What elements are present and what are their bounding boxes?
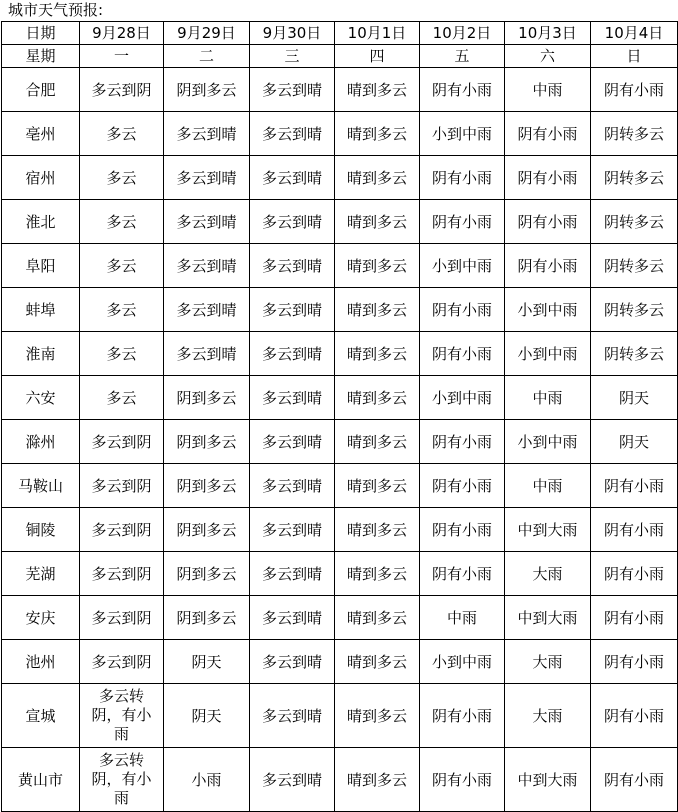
forecast-cell: 多云到晴: [250, 508, 335, 552]
forecast-cell: 晴到多云: [335, 376, 420, 420]
table-row: [2, 200, 678, 244]
forecast-cell: 晴到多云: [335, 596, 420, 640]
forecast-cell: 多云到阴: [80, 420, 164, 464]
table-row: [2, 288, 678, 332]
forecast-cell: 阴到多云: [164, 420, 250, 464]
forecast-cell: 多云: [80, 156, 164, 200]
forecast-cell: [80, 684, 164, 748]
forecast-cell: 多云到晴: [250, 244, 335, 288]
forecast-cell: 多云到晴: [250, 68, 335, 112]
forecast-cell: 中雨: [505, 68, 591, 112]
forecast-cell: 阴天: [164, 640, 250, 684]
forecast-cell: 阴有小雨: [591, 640, 678, 684]
forecast-table: [1, 21, 678, 812]
forecast-cell: 小到中雨: [505, 288, 591, 332]
forecast-cell: 多云到晴: [250, 464, 335, 508]
city-name: 宣城: [2, 684, 80, 748]
header-weekday: 日: [591, 45, 678, 68]
forecast-cell: 多云到晴: [250, 200, 335, 244]
forecast-cell: 阴有小雨: [420, 552, 505, 596]
table-row: [2, 748, 678, 812]
forecast-cell: 阴转多云: [591, 112, 678, 156]
forecast-cell: 阴有小雨: [420, 684, 505, 748]
city-name: 淮北: [2, 200, 80, 244]
forecast-cell: 多云: [80, 200, 164, 244]
table-row: [2, 508, 678, 552]
forecast-cell: 阴有小雨: [420, 420, 505, 464]
forecast-cell: 晴到多云: [335, 200, 420, 244]
forecast-cell: 多云: [80, 332, 164, 376]
forecast-cell: 多云到阴: [80, 464, 164, 508]
forecast-cell: 多云: [80, 376, 164, 420]
forecast-cell: 大雨: [505, 552, 591, 596]
city-name: 阜阳: [2, 244, 80, 288]
forecast-cell: 阴到多云: [164, 68, 250, 112]
forecast-cell-text: 多云转阴，有小雨: [91, 687, 152, 743]
forecast-cell: 阴有小雨: [591, 508, 678, 552]
table-row: [2, 464, 678, 508]
forecast-cell: 阴有小雨: [420, 288, 505, 332]
page-title: 城市天气预报:: [8, 1, 104, 19]
forecast-cell: 多云到晴: [250, 596, 335, 640]
header-weekday: 五: [420, 45, 505, 68]
table-row: [2, 244, 678, 288]
forecast-cell: 小到中雨: [420, 112, 505, 156]
city-name: 亳州: [2, 112, 80, 156]
table-row: [2, 640, 678, 684]
forecast-cell: 多云到晴: [164, 200, 250, 244]
forecast-cell: 阴有小雨: [591, 684, 678, 748]
forecast-cell: 多云到晴: [164, 244, 250, 288]
header-row-weekdays: [2, 45, 678, 68]
forecast-cell: 中雨: [420, 596, 505, 640]
table-row: [2, 332, 678, 376]
forecast-cell: 多云到晴: [164, 332, 250, 376]
forecast-cell: 阴有小雨: [591, 552, 678, 596]
header-weekday: 六: [505, 45, 591, 68]
forecast-cell: 多云到晴: [250, 376, 335, 420]
table-row: [2, 156, 678, 200]
forecast-cell: 阴有小雨: [505, 156, 591, 200]
forecast-cell: 晴到多云: [335, 464, 420, 508]
forecast-cell: 多云: [80, 244, 164, 288]
forecast-cell: 中雨: [505, 376, 591, 420]
forecast-cell: 多云到晴: [164, 112, 250, 156]
forecast-table-body: [2, 22, 678, 812]
header-weekday: 一: [80, 45, 164, 68]
forecast-cell: 小到中雨: [420, 244, 505, 288]
forecast-cell-text: 多云转阴，有小雨: [91, 751, 152, 807]
header-weekday-label: 星期: [2, 45, 80, 68]
table-row: [2, 112, 678, 156]
city-name: 蚌埠: [2, 288, 80, 332]
forecast-cell: 多云到晴: [250, 420, 335, 464]
forecast-cell: 阴有小雨: [420, 748, 505, 812]
forecast-cell: 阴转多云: [591, 332, 678, 376]
forecast-cell: 晴到多云: [335, 244, 420, 288]
header-date: 9月30日: [250, 22, 335, 45]
forecast-cell: 小到中雨: [420, 376, 505, 420]
forecast-cell: 多云到晴: [250, 684, 335, 748]
forecast-cell: 阴有小雨: [420, 68, 505, 112]
forecast-cell: 晴到多云: [335, 640, 420, 684]
forecast-cell: 阴有小雨: [591, 596, 678, 640]
forecast-cell: 多云到阴: [80, 640, 164, 684]
forecast-cell: 晴到多云: [335, 332, 420, 376]
city-name: 淮南: [2, 332, 80, 376]
table-row: [2, 596, 678, 640]
city-name: 黄山市: [2, 748, 80, 812]
forecast-cell: 阴有小雨: [505, 244, 591, 288]
city-name: 铜陵: [2, 508, 80, 552]
forecast-cell: 中到大雨: [505, 596, 591, 640]
forecast-cell: 多云到阴: [80, 596, 164, 640]
city-name: 芜湖: [2, 552, 80, 596]
forecast-cell: 阴有小雨: [591, 464, 678, 508]
forecast-cell: 多云到阴: [80, 508, 164, 552]
forecast-cell: 晴到多云: [335, 748, 420, 812]
forecast-cell: 晴到多云: [335, 112, 420, 156]
city-name: 马鞍山: [2, 464, 80, 508]
header-date: 10月1日: [335, 22, 420, 45]
header-row-dates: [2, 22, 678, 45]
forecast-cell: 阴有小雨: [420, 156, 505, 200]
forecast-cell: 多云到阴: [80, 552, 164, 596]
forecast-cell: 小到中雨: [505, 332, 591, 376]
forecast-cell: 多云: [80, 288, 164, 332]
forecast-cell: 阴有小雨: [505, 200, 591, 244]
forecast-cell: 多云: [80, 112, 164, 156]
header-dates-label: 日期: [2, 22, 80, 45]
header-date: 9月28日: [80, 22, 164, 45]
forecast-cell: 中到大雨: [505, 748, 591, 812]
forecast-cell: 阴有小雨: [420, 332, 505, 376]
forecast-cell: 阴有小雨: [591, 748, 678, 812]
forecast-cell: 阴天: [591, 376, 678, 420]
header-weekday: 三: [250, 45, 335, 68]
forecast-cell: 小到中雨: [420, 640, 505, 684]
table-row: [2, 684, 678, 748]
forecast-cell: 阴到多云: [164, 464, 250, 508]
forecast-cell: 阴到多云: [164, 376, 250, 420]
header-date: 9月29日: [164, 22, 250, 45]
forecast-cell: 阴天: [591, 420, 678, 464]
forecast-cell: 多云到晴: [164, 288, 250, 332]
header-date: 10月2日: [420, 22, 505, 45]
forecast-cell: 阴有小雨: [505, 112, 591, 156]
forecast-cell: 阴转多云: [591, 244, 678, 288]
table-row: [2, 552, 678, 596]
forecast-cell: 大雨: [505, 684, 591, 748]
forecast-cell: 多云到晴: [250, 640, 335, 684]
city-name: 宿州: [2, 156, 80, 200]
forecast-cell: 多云到晴: [250, 748, 335, 812]
forecast-cell: 多云到晴: [250, 156, 335, 200]
city-name: 六安: [2, 376, 80, 420]
header-date: 10月3日: [505, 22, 591, 45]
table-row: [2, 68, 678, 112]
forecast-cell: 阴有小雨: [591, 68, 678, 112]
forecast-cell: 大雨: [505, 640, 591, 684]
forecast-cell: 阴有小雨: [420, 464, 505, 508]
city-name: 池州: [2, 640, 80, 684]
forecast-cell: 多云到晴: [164, 156, 250, 200]
forecast-cell: 晴到多云: [335, 684, 420, 748]
forecast-cell: 晴到多云: [335, 288, 420, 332]
table-row: [2, 420, 678, 464]
forecast-cell: 多云到晴: [250, 288, 335, 332]
header-date: 10月4日: [591, 22, 678, 45]
city-name: 滁州: [2, 420, 80, 464]
table-row: [2, 376, 678, 420]
forecast-cell: 阴到多云: [164, 552, 250, 596]
forecast-cell: 小雨: [164, 748, 250, 812]
city-name: 安庆: [2, 596, 80, 640]
forecast-cell: 多云到晴: [250, 552, 335, 596]
forecast-cell: 阴天: [164, 684, 250, 748]
forecast-cell: 多云到阴: [80, 68, 164, 112]
forecast-cell: 晴到多云: [335, 68, 420, 112]
forecast-cell: 阴到多云: [164, 508, 250, 552]
forecast-cell: 阴有小雨: [420, 200, 505, 244]
forecast-cell: 晴到多云: [335, 508, 420, 552]
forecast-cell: [80, 748, 164, 812]
forecast-cell: 小到中雨: [505, 420, 591, 464]
header-weekday: 二: [164, 45, 250, 68]
city-name: 合肥: [2, 68, 80, 112]
forecast-cell: 阴转多云: [591, 200, 678, 244]
forecast-cell: 多云到晴: [250, 112, 335, 156]
forecast-cell: 阴到多云: [164, 596, 250, 640]
forecast-cell: 阴有小雨: [420, 508, 505, 552]
header-weekday: 四: [335, 45, 420, 68]
forecast-cell: 晴到多云: [335, 552, 420, 596]
forecast-cell: 晴到多云: [335, 420, 420, 464]
forecast-cell: 阴转多云: [591, 288, 678, 332]
forecast-cell: 中雨: [505, 464, 591, 508]
forecast-cell: 阴转多云: [591, 156, 678, 200]
forecast-cell: 晴到多云: [335, 156, 420, 200]
forecast-cell: 多云到晴: [250, 332, 335, 376]
forecast-cell: 中到大雨: [505, 508, 591, 552]
